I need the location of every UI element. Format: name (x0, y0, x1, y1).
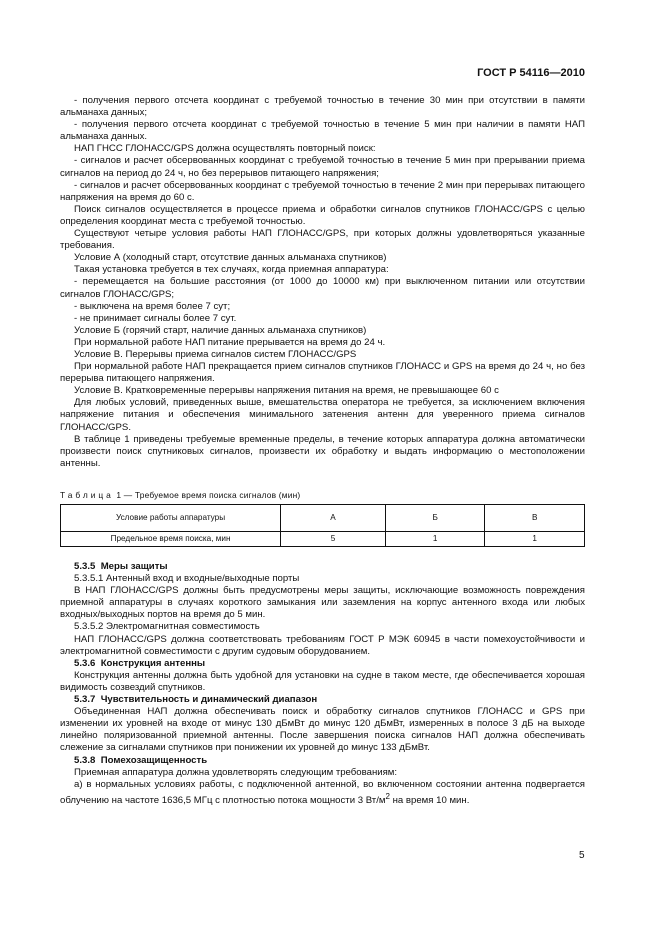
table-caption (60, 489, 585, 501)
page-body (60, 95, 585, 807)
paragraph: - не принимает сигналы более 7 сут. (74, 312, 237, 324)
paragraph: Приемная аппаратура должна удовлетворять следующим требованиям: (74, 766, 398, 778)
section-heading (60, 561, 585, 573)
table-header-cell: Условие работы аппаратуры (61, 505, 281, 532)
table-header-cell: А (281, 505, 386, 532)
table-header-cell: Б (385, 505, 485, 532)
paragraph: - получения первого отсчета координат с требуемой точностью в течение 30 мин при отсутствии в памяти альманаха данных; (60, 95, 585, 119)
section-title: Меры защиты (100, 561, 168, 572)
section-number: 5.3.7 (74, 694, 96, 706)
section-heading (60, 755, 585, 767)
section-number: 5.3.5 (74, 561, 96, 572)
paragraph: Поиск сигналов осуществляется в процессе приема и обработки сигналов спутников ГЛОНАСС/GPS с целью определения координат места с требуемой точностью. (60, 203, 585, 227)
section-heading (60, 694, 585, 706)
table-header-cell: В (485, 505, 585, 532)
paragraph: Объединенная НАП должна обеспечивать поиск и обработку сигналов спутников ГЛОНАСС и GPS при изменении их уровней на входе от минус 130 дБмВт до минус 120 дБмВт, измеренных в полосе 3 дБ на выходе линейно поляризованной приемной антенны. После завершения поиска сигналов НАП должна обеспечивать слежение за сигналами спутников при понижении их уровней до минус 133 дБмВт. (60, 706, 585, 754)
table-cell: 1 (385, 532, 485, 547)
search-time-table (60, 504, 585, 547)
paragraph: - перемещается на большие расстояния (от 1000 до 10000 км) при выключенном питании или отсутствии сигналов ГЛОНАСС/GPS; (60, 276, 585, 300)
paragraph: Существуют четыре условия работы НАП ГЛОНАСС/GPS, при которых должны удовлетворяться указанные требования. (60, 228, 585, 252)
paragraph (60, 779, 585, 807)
paragraph: В таблице 1 приведены требуемые временные пределы, в течение которых аппаратура должна автоматически произвести поиск спутниковых сигналов, произвести их обработку и выдать информацию о местоположении антенны. (60, 433, 585, 469)
paragraph: - выключена на время более 7 сут; (74, 300, 231, 312)
subsection-heading: 5.3.5.1 Антенный вход и входные/выходные порты (74, 573, 300, 585)
section-number: 5.3.6 (74, 657, 96, 669)
paragraph: Условие В. Кратковременные перерывы напряжения питания на время, не превышающее 60 с (74, 385, 499, 397)
section-heading (60, 658, 585, 670)
subsection-heading: 5.3.5.2 Электромагнитная совместимость (74, 621, 260, 633)
paragraph: Условие А (холодный старт, отсутствие данных альманаха спутников) (74, 252, 387, 264)
paragraph: Условие Б (горячий старт, наличие данных альманаха спутников) (74, 324, 367, 336)
paragraph-text: а) в нормальных условиях работы, с подключенной антенной, во включенном состоянии антенна подвергается облучению на частоте 1636,5 МГц с плотностью потока мощности 3 Вт/м (60, 778, 585, 806)
paragraph: НАП ГЛОНАСС/GPS должна соответствовать требованиям ГОСТ Р МЭК 60945 в части помехоустойчивости и электромагнитной совместимости с другим судовым оборудованием. (60, 633, 585, 657)
section-title: Помехозащищенность (100, 754, 208, 766)
table-header-row (61, 505, 585, 532)
document-header: ГОСТ Р 54116—2010 (477, 67, 585, 79)
paragraph: При нормальной работе НАП питание прерывается на время до 24 ч. (74, 336, 386, 348)
paragraph: НАП ГНСС ГЛОНАСС/GPS должна осуществлять повторный поиск: (74, 143, 376, 155)
paragraph: Условие В. Перерывы приема сигналов систем ГЛОНАСС/GPS (74, 348, 357, 360)
table-caption-word: Таблица (60, 489, 114, 500)
page-number: 5 (579, 850, 585, 861)
section-title: Конструкция антенны (100, 657, 206, 669)
table-caption-text: 1 — Требуемое время поиска сигналов (мин) (116, 489, 301, 500)
table-row (61, 532, 585, 547)
paragraph: Такая установка требуется в тех случаях, когда приемная аппаратура: (74, 264, 389, 276)
paragraph: Конструкция антенны должна быть удобной для установки на судне в таком месте, где обеспечивается хорошая видимость созвездий спутников. (60, 669, 585, 693)
paragraph-text: на время 10 мин. (389, 794, 470, 806)
paragraph: - получения первого отсчета координат с требуемой точностью в течение 5 мин при наличии в памяти НАП альманаха данных. (60, 119, 585, 143)
paragraph: В НАП ГЛОНАСС/GPS должны быть предусмотрены меры защиты, исключающие возможность повреждения приемной аппаратуры в случаях короткого замыкания или заземления на корпус антенного входа или любых входных/выходных портов на время до 5 мин. (60, 585, 585, 621)
section-title: Чувствительность и динамический диапазон (100, 694, 318, 706)
table-cell: Предельное время поиска, мин (61, 532, 281, 547)
table-cell: 1 (485, 532, 585, 547)
superscript: 2 (385, 791, 390, 801)
paragraph: - сигналов и расчет обсервованных координат с требуемой точностью в течение 5 мин при прерывании приема сигналов на период до 24 ч, но без перерывов питающего напряжения; (60, 155, 585, 179)
paragraph: - сигналов и расчет обсервованных координат с требуемой точностью в течение 2 мин при перерывах питающего напряжения на время до 60 с. (60, 179, 585, 203)
table-cell: 5 (281, 532, 386, 547)
paragraph: При нормальной работе НАП прекращается прием сигналов спутников ГЛОНАСС и GPS на время до 24 ч, но без перерыва питающего напряжения. (60, 361, 585, 385)
paragraph: Для любых условий, приведенных выше, вмешательства оператора не требуется, за исключением включения напряжение питания и обеспечения минимального затенения антенн для уверенного приема сигналов ГЛОНАСС/GPS. (60, 397, 585, 433)
section-number: 5.3.8 (74, 754, 96, 766)
